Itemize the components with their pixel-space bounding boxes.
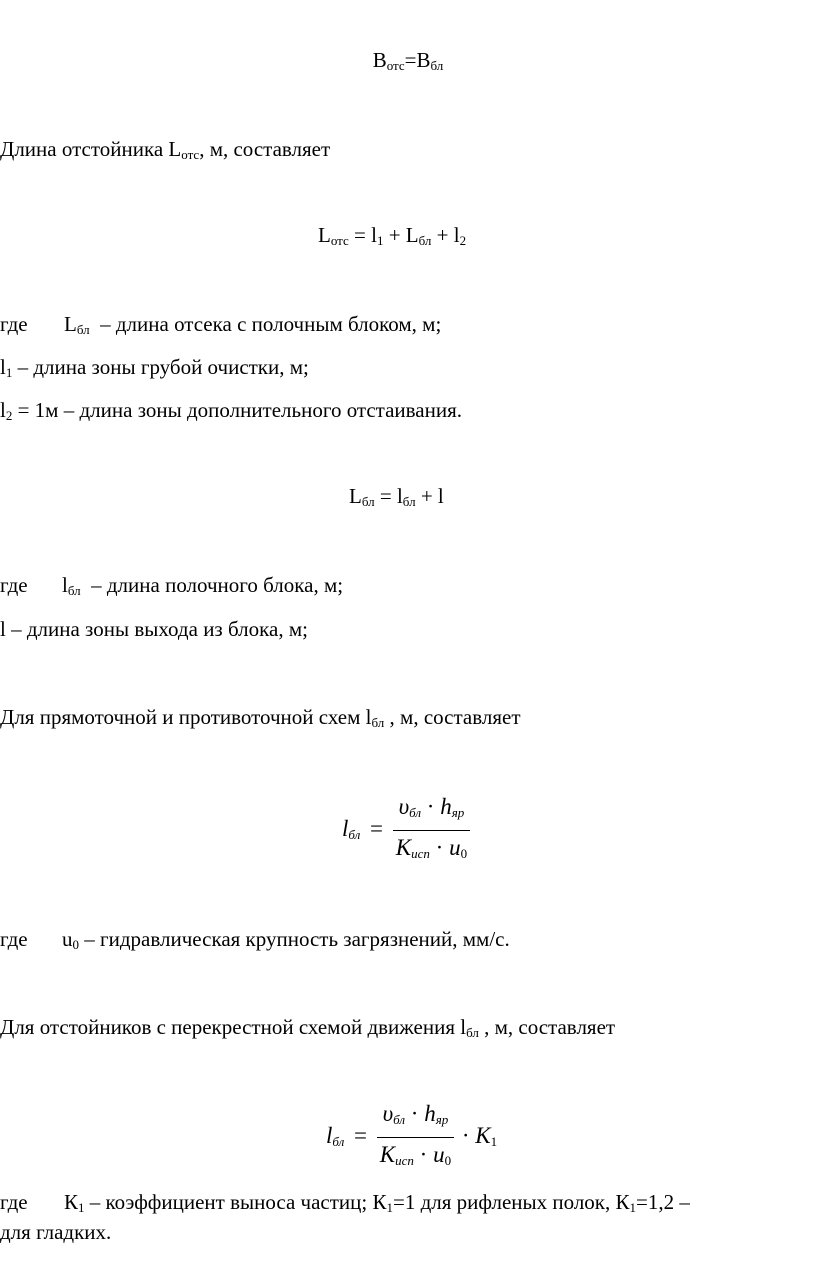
subscript: 1 xyxy=(386,1200,393,1215)
eq-symbol: + L xyxy=(383,223,419,247)
where-word: где xyxy=(0,927,28,951)
formula-block-length-direct xyxy=(342,794,470,867)
formula-symbol: υ xyxy=(398,794,410,819)
formula-symbol: K xyxy=(379,1142,396,1167)
equals-sign: = xyxy=(370,815,384,841)
where-word: где xyxy=(0,1190,28,1214)
denominator xyxy=(393,831,470,867)
formula-subscript: бл xyxy=(332,1133,345,1149)
symbol: l xyxy=(62,573,68,597)
equals-sign: = xyxy=(354,1122,368,1148)
formula-subscript: 0 xyxy=(460,846,468,861)
paragraph-direct-flow xyxy=(0,705,521,735)
dot-operator: · xyxy=(410,1101,419,1126)
dot-operator: · xyxy=(461,1122,470,1148)
formula-symbol: l xyxy=(342,815,349,841)
where-word: где xyxy=(0,573,28,597)
definition-k1 xyxy=(0,1190,690,1220)
subscript: 1 xyxy=(629,1200,637,1215)
formula-subscript: 0 xyxy=(444,1153,452,1168)
symbol: u xyxy=(62,927,73,951)
definition-text: – длина отсека с полочным блоком, м; xyxy=(89,312,442,336)
definition-text: – длина зоны грубой очистки, м; xyxy=(12,355,309,379)
equation-block-length xyxy=(349,484,444,514)
definition-text: l – длина зоны выхода из блока, м; xyxy=(0,617,308,641)
eq-symbol: + l xyxy=(431,223,460,247)
formula-subscript: исп xyxy=(411,846,430,861)
definition-l xyxy=(0,617,308,641)
where-word: где xyxy=(0,312,28,336)
text: , м, составляет xyxy=(478,1015,616,1039)
dot-operator: · xyxy=(419,1142,428,1167)
formula-subscript: яр xyxy=(451,805,465,820)
formula-block-length-cross xyxy=(326,1101,497,1174)
numerator xyxy=(377,1101,454,1138)
eq-subscript: 2 xyxy=(459,233,467,248)
eq-symbol: =B xyxy=(404,48,431,72)
definition-text: – длина полочного блока, м; xyxy=(80,573,344,597)
subscript: 1 xyxy=(78,1200,85,1215)
definition-text: =1 для рифленых полок, К xyxy=(392,1190,630,1214)
formula-subscript: бл xyxy=(393,1112,406,1127)
formula-subscript: бл xyxy=(348,826,361,842)
subscript: 2 xyxy=(5,408,13,423)
eq-symbol: L xyxy=(318,223,331,247)
paragraph-settler-length xyxy=(0,137,330,167)
formula-subscript: исп xyxy=(395,1153,414,1168)
formula-symbol: u xyxy=(433,1142,445,1167)
subscript: бл xyxy=(371,715,385,730)
text: , м, составляет xyxy=(384,705,521,729)
definition-l-block xyxy=(0,312,441,342)
definition-text: – гидравлическая крупность загрязнений, мм/с. xyxy=(79,927,510,951)
eq-symbol: = l xyxy=(348,223,377,247)
eq-subscript: отс xyxy=(330,233,349,248)
formula-symbol: h xyxy=(424,1101,436,1126)
fraction xyxy=(377,1101,454,1174)
definition-text: – коэффициент выноса частиц; К xyxy=(84,1190,387,1214)
symbol: l xyxy=(0,355,6,379)
formula-symbol: u xyxy=(449,835,461,860)
eq-subscript: бл xyxy=(361,494,375,509)
formula-symbol: h xyxy=(440,794,452,819)
fraction xyxy=(393,794,470,867)
eq-symbol: + l xyxy=(415,484,444,508)
text: Длина отстойника L xyxy=(0,137,182,161)
subscript: бл xyxy=(67,583,81,598)
eq-subscript: 1 xyxy=(376,233,384,248)
symbol: К xyxy=(64,1190,79,1214)
definition-u0 xyxy=(0,927,510,957)
definition-l1 xyxy=(0,355,309,385)
eq-symbol: L xyxy=(349,484,362,508)
paragraph-cross-flow xyxy=(0,1015,615,1045)
eq-subscript: бл xyxy=(402,494,416,509)
definition-text: для гладких. xyxy=(0,1220,112,1244)
numerator xyxy=(393,794,470,831)
text: Для отстойников с перекрестной схемой движения l xyxy=(0,1015,467,1039)
subscript: 1 xyxy=(5,365,13,380)
formula-symbol: l xyxy=(326,1122,333,1148)
definition-text: = 1м – длина зоны дополнительного отстаивания. xyxy=(12,398,463,422)
formula-subscript: бл xyxy=(409,805,422,820)
dot-operator: · xyxy=(435,835,444,860)
dot-operator: · xyxy=(426,794,435,819)
equation-width xyxy=(0,48,816,78)
symbol: l xyxy=(0,398,6,422)
eq-subscript: бл xyxy=(430,58,444,73)
symbol: L xyxy=(64,312,77,336)
formula-symbol: K xyxy=(395,835,412,860)
definition-l-bl xyxy=(0,573,343,603)
formula-symbol: υ xyxy=(382,1101,394,1126)
text: Для прямоточной и противоточной схем l xyxy=(0,705,372,729)
eq-symbol: = l xyxy=(374,484,403,508)
eq-symbol: B xyxy=(372,48,387,72)
definition-l2 xyxy=(0,398,462,428)
formula-symbol: K xyxy=(475,1122,491,1148)
text: , м, составляет xyxy=(199,137,331,161)
denominator xyxy=(377,1138,454,1174)
formula-subscript: яр xyxy=(435,1112,449,1127)
subscript: бл xyxy=(76,322,90,337)
subscript: отс xyxy=(181,147,200,162)
formula-subscript: 1 xyxy=(490,1133,498,1149)
eq-subscript: бл xyxy=(418,233,432,248)
eq-subscript: отс xyxy=(386,58,405,73)
equation-length xyxy=(318,223,466,253)
definition-k1-continued xyxy=(0,1220,111,1244)
subscript: 0 xyxy=(72,937,79,952)
subscript: бл xyxy=(466,1025,479,1040)
definition-text: =1,2 – xyxy=(636,1190,690,1214)
